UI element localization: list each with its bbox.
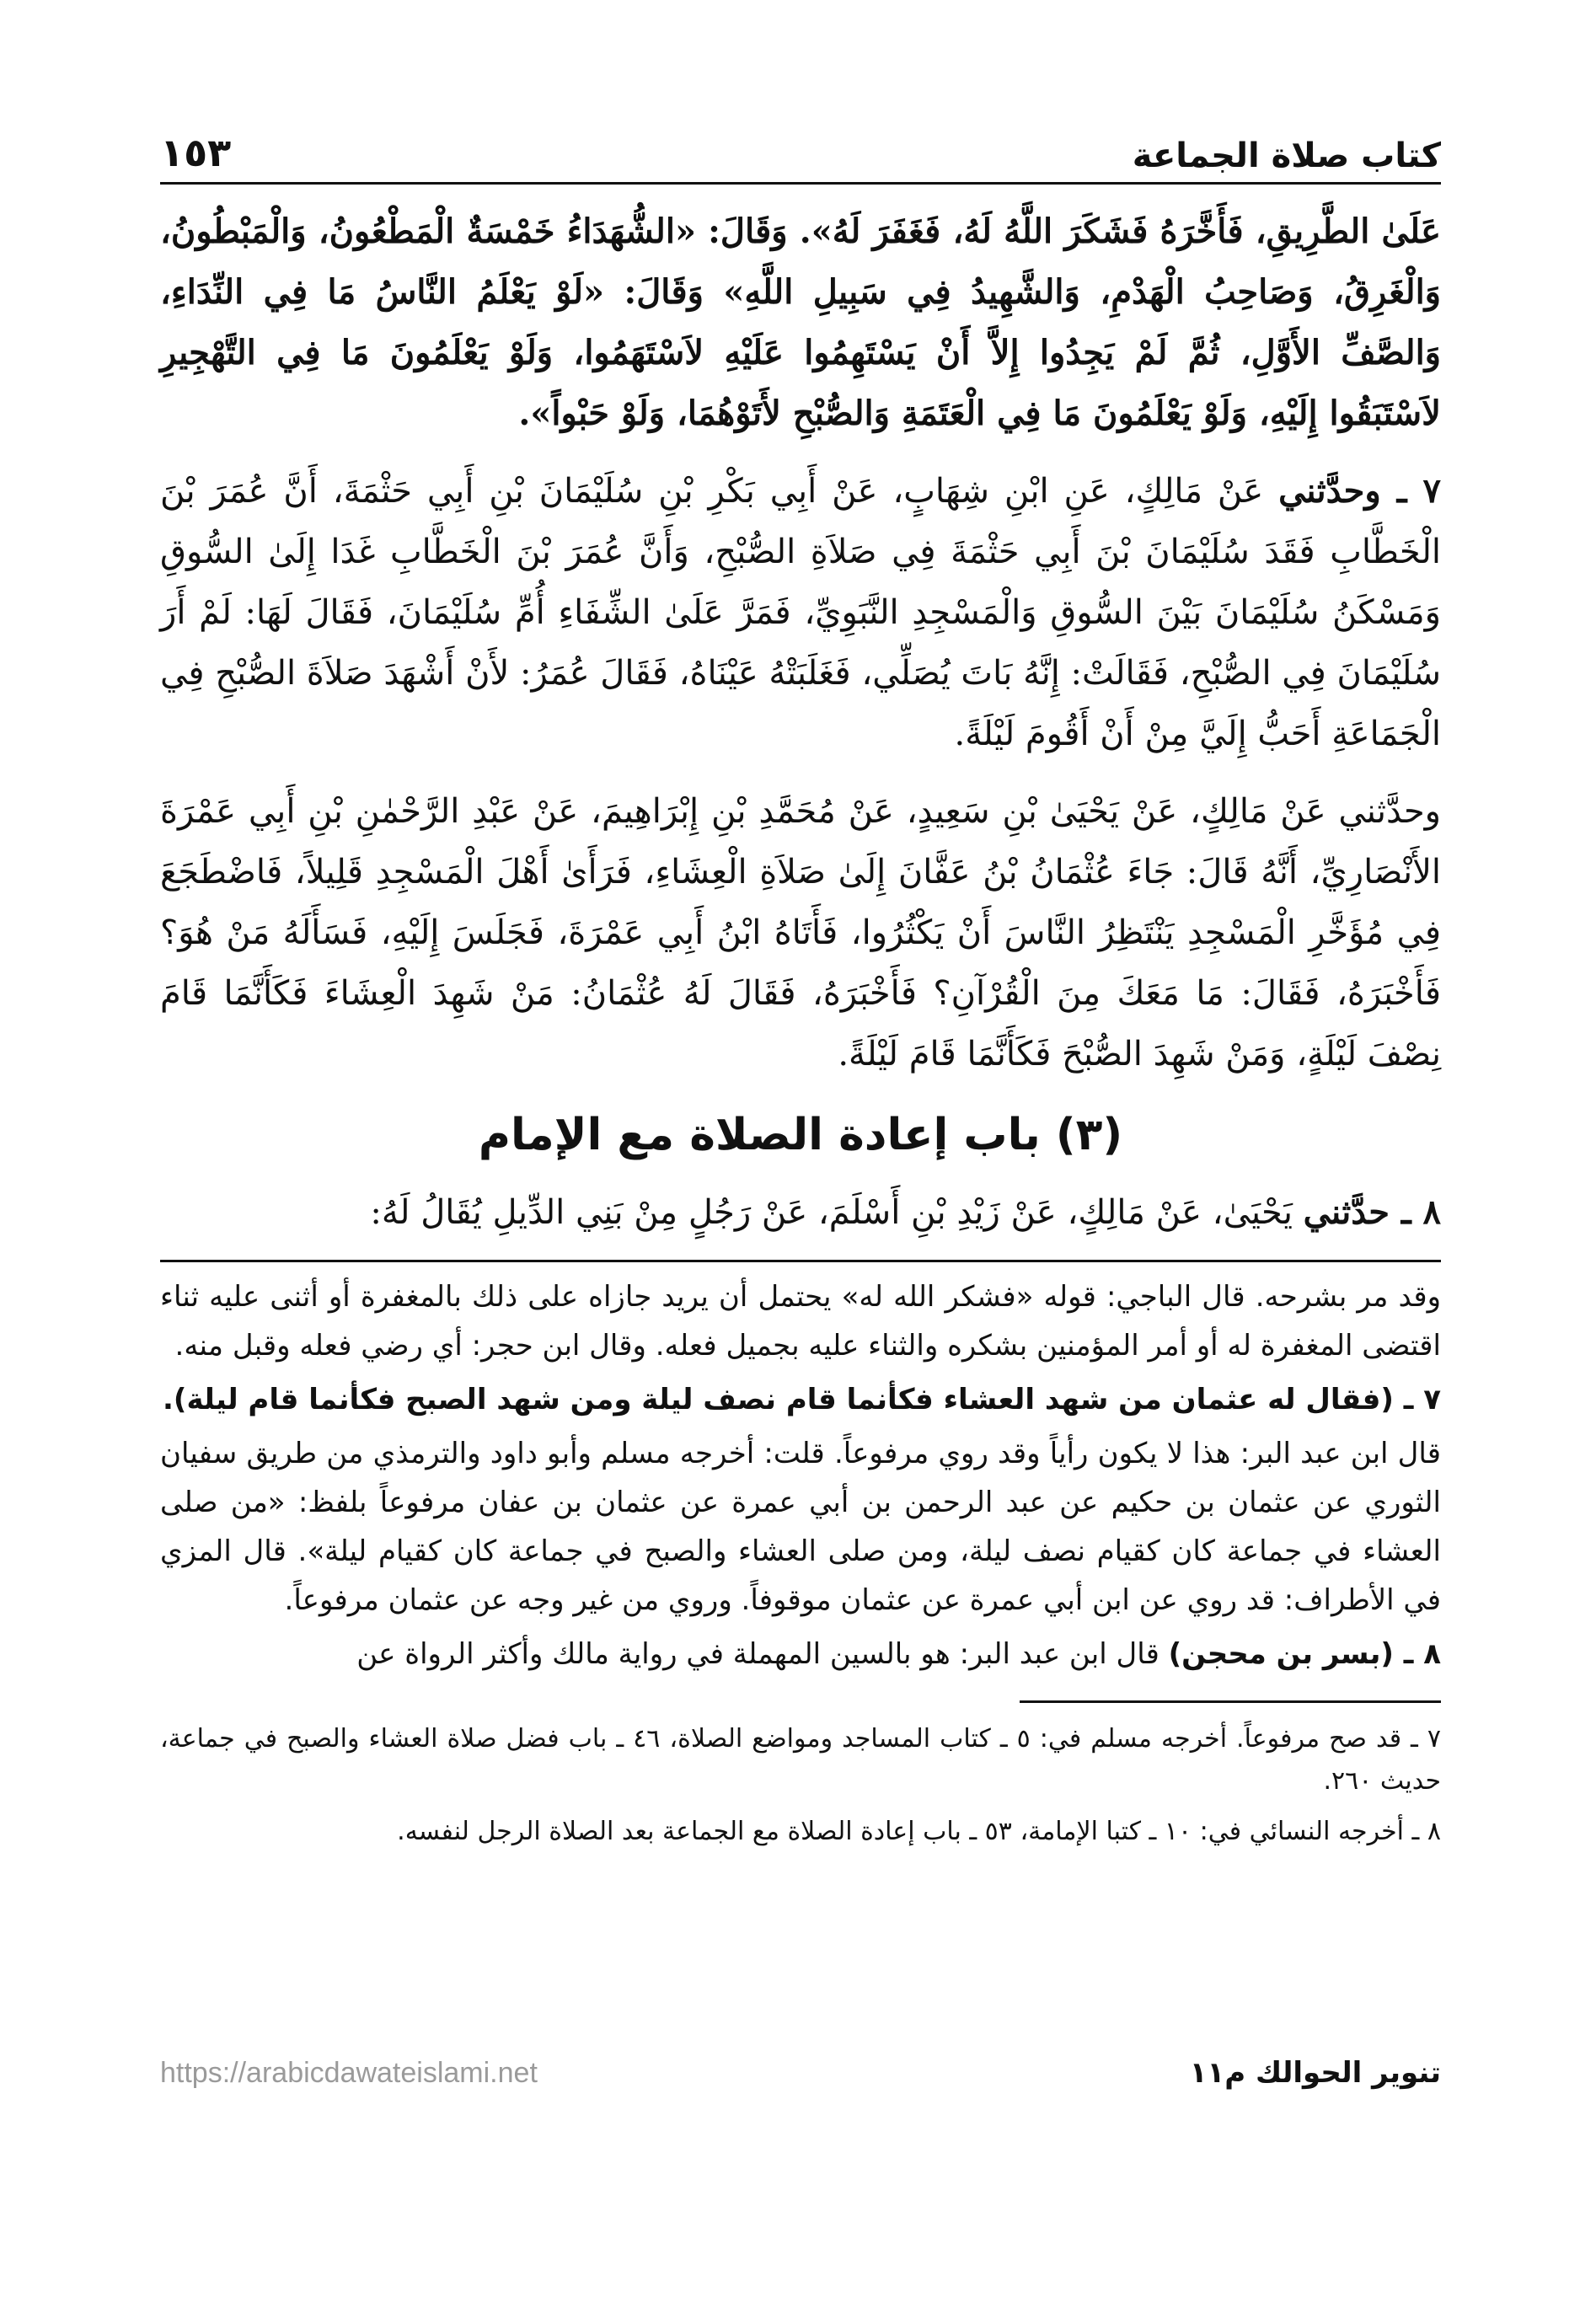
main-text	[160, 201, 1441, 1243]
footnote: ٨ ـ أخرجه النسائي في: ١٠ ـ كتبا الإمامة، ٥٣ ـ باب إعادة الصلاة مع الجماعة بعد الصلاة الرجل لنفسه.	[397, 1817, 1441, 1846]
watermark-url: https://arabicdawateislami.net	[160, 2056, 538, 2089]
page-number: ١٥٣	[160, 130, 232, 175]
hadith-number: ٨ ـ حدَّثني	[1303, 1192, 1441, 1232]
hadith-text: يَحْيَىٰ، عَنْ مَالِكٍ، عَنْ زَيْدِ بْنِ أَسْلَمَ، عَنْ رَجُلٍ مِنْ بَنِي الدِّيلِ يُقَالُ لَهُ:	[370, 1193, 1304, 1232]
divider	[160, 1260, 1441, 1262]
hadith-text: عَنْ مَالِكٍ، عَنِ ابْنِ شِهَابٍ، عَنْ أَبِي بَكْرِ بْنِ سُلَيْمَانَ بْنِ أَبِي حَثْمَةَ، أَنَّ عُمَرَ بْنَ الْخَطَّابِ فَقَدَ سُلَيْمَانَ بْنَ أَبِي حَثْمَةَ فِي صَلاَةِ الصُّبْحِ، وَأَنَّ عُمَرَ بْنَ الْخَطَّابِ غَدَا إِلَىٰ السُّوقِ وَمَسْكَنُ سُلَيْمَانَ بَيْنَ السُّوقِ وَالْمَسْجِدِ النَّبَوِيِّ، فَمَرَّ عَلَىٰ الشِّفَاءِ أُمِّ سُلَيْمَانَ، فَقَالَ لَهَا: لَمْ أَرَ سُلَيْمَانَ فِي الصُّبْحِ، فَقَالَتْ: إِنَّهُ بَاتَ يُصَلِّي، فَغَلَبَتْهُ عَيْنَاهُ، فَقَالَ عُمَرُ: لأَنْ أَشْهَدَ صَلاَةَ الصُّبْحِ فِي الْجَمَاعَةِ أَحَبُّ إِلَيَّ مِنْ أَنْ أَقُومَ لَيْلَةً.	[160, 472, 1441, 753]
hadith-paragraph	[160, 461, 1441, 764]
commentary-text: قال ابن عبد البر: هو بالسين المهملة في رواية مالك وأكثر الرواة عن	[356, 1637, 1169, 1671]
footnote: ٧ ـ قد صح مرفوعاً. أخرجه مسلم في: ٥ ـ كتاب المساجد ومواضع الصلاة، ٤٦ ـ باب فضل صلاة العشاء والصبح في جماعة، حديث ٢٦٠.	[160, 1724, 1441, 1796]
page-footer	[160, 2056, 1441, 2090]
book-title: كتاب صلاة الجماعة	[1132, 137, 1441, 175]
footnote-divider	[1020, 1700, 1441, 1703]
commentary	[160, 1272, 1441, 1679]
section-title: (٣) باب إعادة الصلاة مع الإمام	[478, 1110, 1123, 1160]
commentary-paragraph	[160, 1630, 1441, 1679]
footnotes	[160, 1718, 1441, 1853]
paragraph: وحدَّثني عَنْ مَالِكٍ، عَنْ يَحْيَىٰ بْنِ سَعِيدٍ، عَنْ مُحَمَّدِ بْنِ إِبْرَاهِيمَ، عَنْ عَبْدِ الرَّحْمٰنِ بْنِ أَبِي عَمْرَةَ الأَنْصَارِيِّ، أَنَّهُ قَالَ: جَاءَ عُثْمَانُ بْنُ عَفَّانَ إِلَىٰ صَلاَةِ الْعِشَاءِ، فَرَأَىٰ أَهْلَ الْمَسْجِدِ قَلِيلاً، فَاضْطَجَعَ فِي مُؤَخَّرِ الْمَسْجِدِ يَنْتَظِرُ النَّاسَ أَنْ يَكْثُرُوا، فَأَتَاهُ ابْنُ أَبِي عَمْرَةَ، فَجَلَسَ إِلَيْهِ، فَسَأَلَهُ مَنْ هُوَ؟ فَأَخْبَرَهُ، فَقَالَ: مَا مَعَكَ مِنَ الْقُرْآنِ؟ فَأَخْبَرَهُ، فَقَالَ لَهُ عُثْمَانُ: مَنْ شَهِدَ الْعِشَاءَ فَكَأَنَّمَا قَامَ نِصْفَ لَيْلَةٍ، وَمَنْ شَهِدَ الصُّبْحَ فَكَأَنَّمَا قَامَ لَيْلَةً.	[160, 792, 1442, 1074]
page-header	[160, 101, 1441, 185]
book-page	[160, 101, 1441, 1861]
commentary-paragraph: قال ابن عبد البر: هذا لا يكون رأياً وقد روي مرفوعاً. قلت: أخرجه مسلم وأبو داود والترمذي من طريق سفيان الثوري عن عثمان بن حكيم عن عبد الرحمن بن أبي عمرة عن عثمان بن عفان مرفوعاً بلفظ: «من صلى العشاء في جماعة كان كقيام نصف ليلة، ومن صلى العشاء والصبح في جماعة كان كقيام ليلة». قال المزي في الأطراف: قد روي عن ابن أبي عمرة عن عثمان موقوفاً. وروي من غير وجه عن عثمان مرفوعاً.	[160, 1437, 1441, 1617]
commentary-paragraph: وقد مر بشرحه. قال الباجي: قوله «فشكر الله له» يحتمل أن يريد جازاه على ذلك بالمغفرة أو أثنى عليه ثناء اقتضى المغفرة له أو أمر المؤمنين بشكره والثناء عليه بجميل فعله. وقال ابن حجر: أي رضي فعله وقبل منه.	[160, 1280, 1441, 1363]
hadith-paragraph	[160, 1182, 1441, 1243]
commentary-heading: ٧ ـ (فقال له عثمان من شهد العشاء فكأنما قام نصف ليلة ومن شهد الصبح فكأنما قام ليلة).	[162, 1383, 1441, 1416]
paragraph: عَلَىٰ الطَّرِيقِ، فَأَخَّرَهُ فَشَكَرَ اللَّهُ لَهُ، فَغَفَرَ لَهُ». وَقَالَ: «الشُّهَدَاءُ خَمْسَةٌ الْمَطْعُونُ، وَالْمَبْطُونُ، وَالْغَرِقُ، وَصَاحِبُ الْهَدْمِ، وَالشَّهِيدُ فِي سَبِيلِ اللَّهِ» وَقَالَ: «لَوْ يَعْلَمُ النَّاسُ مَا فِي النِّدَاءِ، وَالصَّفِّ الأَوَّلِ، ثُمَّ لَمْ يَجِدُوا إِلاَّ أَنْ يَسْتَهِمُوا عَلَيْهِ لاَسْتَهَمُوا، وَلَوْ يَعْلَمُونَ مَا فِي التَّهْجِيرِ لاَسْتَبَقُوا إِلَيْهِ، وَلَوْ يَعْلَمُونَ مَا فِي الْعَتَمَةِ وَالصُّبْحِ لأَتَوْهُمَا، وَلَوْ حَبْواً».	[160, 212, 1441, 433]
hadith-number: ٧ ـ وحدَّثني	[1278, 471, 1442, 511]
commentary-lead: ٨ ـ (بسر بن محجن)	[1168, 1637, 1441, 1671]
signature-mark: تنوير الحوالك م١١	[1189, 2056, 1441, 2090]
